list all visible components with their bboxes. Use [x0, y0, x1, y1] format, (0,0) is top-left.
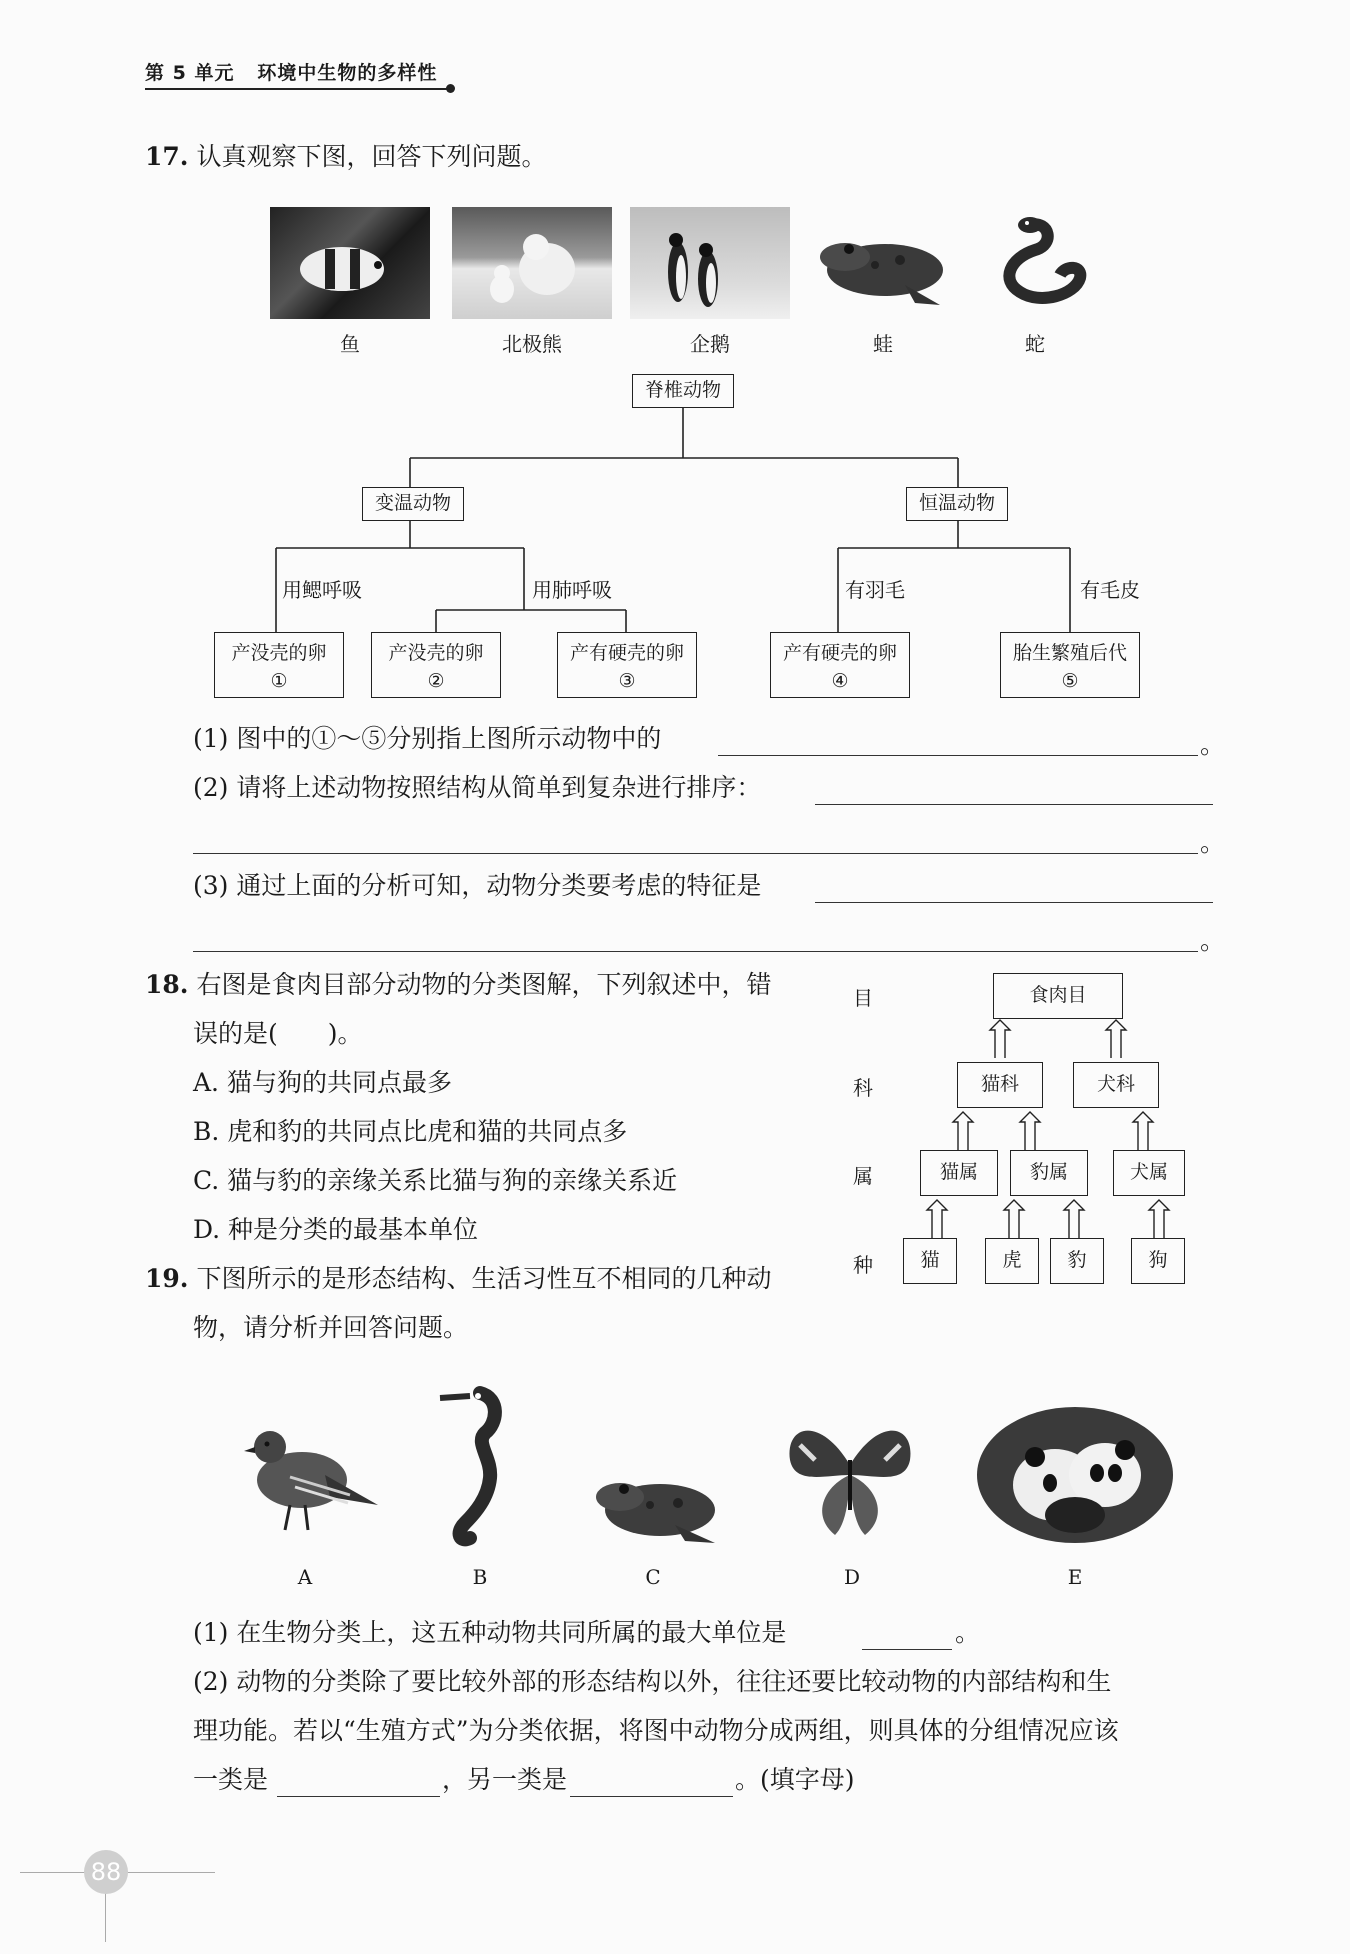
- taxon-panthera: 豹属: [1010, 1150, 1088, 1196]
- rank-genus: 属: [853, 1164, 873, 1188]
- leaf-1-mark: ①: [270, 670, 288, 692]
- q19-sub1: (1) 在生物分类上，这五种动物共同所属的最大单位是: [193, 1618, 787, 1647]
- q19-sub1-blank[interactable]: [862, 1649, 952, 1650]
- q17-sub3: (3) 通过上面的分析可知，动物分类要考虑的特征是: [193, 871, 762, 900]
- q19-sub2-line3c: 。(填字母): [735, 1765, 855, 1794]
- q19-stem-1: [145, 1262, 771, 1296]
- leaf-1-text: 产没壳的卵: [231, 642, 327, 664]
- node-vertebrates: 脊椎动物: [632, 374, 734, 408]
- q17-text: 认真观察下图，回答下列问题。: [196, 142, 547, 171]
- unit-title: 环境中生物的多样性: [257, 62, 438, 84]
- caption-polar-bear: 北极熊: [502, 332, 562, 356]
- taxon-canis: 犬属: [1113, 1150, 1185, 1196]
- species-cat: 猫: [903, 1238, 957, 1284]
- leaf-5-text: 胎生繁殖后代: [1012, 642, 1127, 664]
- leaf-3-mark: ③: [618, 670, 636, 692]
- q17-sub2: (2) 请将上述动物按照结构从简单到复杂进行排序：: [193, 773, 762, 802]
- pigeon-photo: [230, 1405, 380, 1545]
- rank-order: 目: [853, 986, 873, 1010]
- leaf-5-mark: ⑤: [1061, 670, 1079, 692]
- species-leopard: 豹: [1050, 1238, 1104, 1284]
- branch-fur: 有毛皮: [1080, 578, 1140, 602]
- caption-fish: 鱼: [340, 332, 360, 356]
- q17-sub1: (1) 图中的①～⑤分别指上图所示动物中的: [193, 724, 662, 753]
- taxon-canidae: 犬科: [1073, 1062, 1159, 1108]
- label-d: D: [843, 1565, 861, 1589]
- q18-option-d[interactable]: D. 种是分类的最基本单位: [193, 1215, 479, 1244]
- q19-sub2-line2: 理功能。若以“生殖方式”为分类依据，将图中动物分成两组，则具体的分组情况应该: [193, 1716, 1119, 1745]
- species-tiger: 虎: [985, 1238, 1039, 1284]
- rank-species: 种: [853, 1253, 873, 1277]
- seahorse-photo: [430, 1378, 530, 1548]
- q17-sub2-end: 。: [1200, 828, 1226, 857]
- taxon-felidae: 猫科: [957, 1062, 1043, 1108]
- leaf-3-text: 产有硬壳的卵: [569, 642, 684, 664]
- unit-label: 第 5 单元: [145, 62, 235, 84]
- taxon-carnivora: 食肉目: [993, 973, 1123, 1019]
- node-warm-blooded: 恒温动物: [906, 487, 1008, 521]
- q19-sub1-end: 。: [955, 1618, 981, 1647]
- page-number: 88: [84, 1850, 128, 1894]
- caption-penguin: 企鹅: [690, 332, 730, 356]
- q19-sub2-line1: (2) 动物的分类除了要比较外部的形态结构以外，往往还要比较动物的内部结构和生: [193, 1667, 1112, 1696]
- caption-frog: 蛙: [873, 332, 893, 356]
- rank-family: 科: [853, 1076, 873, 1100]
- label-b: B: [472, 1565, 488, 1589]
- node-cold-blooded: 变温动物: [362, 487, 464, 521]
- leaf-4-text: 产有硬壳的卵: [782, 642, 897, 664]
- label-c: C: [645, 1565, 661, 1589]
- q19-stem-2: 物，请分析并回答问题。: [193, 1313, 469, 1342]
- species-dog: 狗: [1131, 1238, 1185, 1284]
- q18-option-c[interactable]: C. 猫与豹的亲缘关系比猫与狗的亲缘关系近: [193, 1166, 678, 1195]
- q19-group2-blank[interactable]: [570, 1796, 733, 1797]
- branch-feathers: 有羽毛: [845, 578, 905, 602]
- butterfly-photo: [780, 1405, 920, 1545]
- leaf-4-mark: ④: [831, 670, 849, 692]
- q19-text-1: 下图所示的是形态结构、生活习性互不相同的几种动: [196, 1264, 772, 1293]
- taxon-felis: 猫属: [920, 1150, 998, 1196]
- q18-text-1: 右图是食肉目部分动物的分类图解，下列叙述中，错: [196, 970, 772, 999]
- q19-sub2-line3a: 一类是: [193, 1765, 269, 1794]
- branch-gill-breathing: 用鳃呼吸: [282, 578, 362, 602]
- q19-sub2-line3b: ，另一类是: [442, 1765, 568, 1794]
- q18-number: 18.: [145, 970, 189, 999]
- q19-group1-blank[interactable]: [277, 1796, 440, 1797]
- leaf-2-mark: ②: [427, 670, 445, 692]
- frog-photo-q19: [580, 1455, 725, 1550]
- label-e: E: [1067, 1565, 1083, 1589]
- leaf-2-text: 产没壳的卵: [388, 642, 484, 664]
- q17-sub3-end: 。: [1200, 926, 1226, 955]
- label-a: A: [297, 1565, 313, 1589]
- caption-snake: 蛇: [1025, 332, 1045, 356]
- q17-sub1-end: 。: [1200, 730, 1226, 759]
- q17-number: 17.: [145, 142, 189, 171]
- panda-photo: [975, 1405, 1175, 1545]
- branch-lung-breathing: 用肺呼吸: [532, 578, 612, 602]
- q18-option-b[interactable]: B. 虎和豹的共同点比虎和猫的共同点多: [193, 1117, 628, 1146]
- q19-number: 19.: [145, 1264, 189, 1293]
- q18-stem-2: 误的是( )。: [193, 1019, 363, 1048]
- q18-option-a[interactable]: A. 猫与狗的共同点最多: [193, 1068, 452, 1097]
